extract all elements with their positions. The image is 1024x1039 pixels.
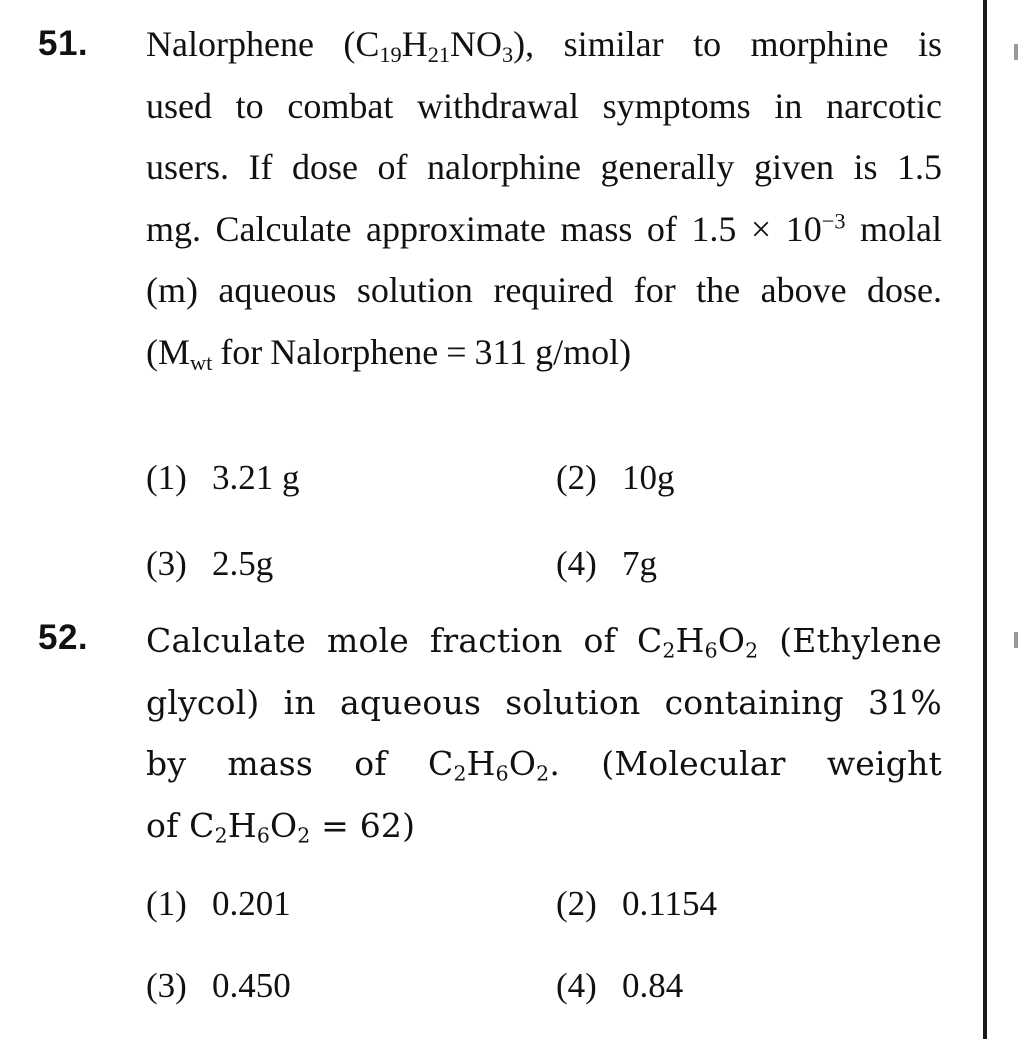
- option-number: (4): [556, 966, 597, 1005]
- option-number: (2): [556, 458, 597, 497]
- question-52-option-1[interactable]: [146, 884, 291, 924]
- option-text: 0.201: [212, 884, 291, 923]
- option-number: (1): [146, 884, 187, 923]
- question-51-option-2[interactable]: [556, 458, 675, 498]
- question-52-option-4[interactable]: [556, 966, 683, 1006]
- option-number: (2): [556, 884, 597, 923]
- question-51-option-3[interactable]: [146, 544, 273, 584]
- option-text: 2.5g: [212, 544, 274, 583]
- question-52-option-2[interactable]: [556, 884, 717, 924]
- question-52-line-2: glycol) in aqueous solution containing 31%: [146, 682, 942, 722]
- question-52-option-3[interactable]: [146, 966, 291, 1006]
- question-51-line-4: mg. Calculate approximate mass of $1.5 \times 10^{-3}$ molal: [146, 208, 942, 249]
- option-text: 10g: [622, 458, 675, 497]
- question-51-line-6: ($M_{wt}$ for Nalorphene = 311 g/mol): [146, 331, 632, 375]
- question-51-number: 51.: [38, 24, 89, 63]
- question-51-line-3: users. If dose of nalorphine generally given is 1.5: [146, 147, 942, 187]
- question-52-line-1: Calculate mole fraction of $C_2H_6O_2$ (Ethylene: [146, 621, 942, 663]
- question-51-option-1[interactable]: [146, 458, 300, 498]
- option-text: 7g: [622, 544, 657, 583]
- question-51-line-2: used to combat withdrawal symptoms in narcotic: [146, 85, 942, 126]
- option-text: 0.84: [622, 966, 684, 1005]
- question-51-line-1: Nalorphene $(C_{19}H_{21}NO_3)$, similar to morphine is: [146, 24, 942, 68]
- question-51-text: [146, 14, 942, 383]
- column-divider: [983, 0, 987, 1039]
- option-text: 0.1154: [622, 884, 717, 923]
- edge-mark: [1014, 632, 1018, 648]
- option-text: 3.21 g: [212, 458, 300, 497]
- question-52-text: [146, 610, 942, 856]
- option-number: (3): [146, 966, 187, 1005]
- question-52-number: 52.: [38, 618, 89, 657]
- option-number: (3): [146, 544, 187, 583]
- option-number: (1): [146, 458, 187, 497]
- option-text: 0.450: [212, 966, 291, 1005]
- question-51-line-5: (m) aqueous solution required for the above dose.: [146, 270, 942, 310]
- option-number: (4): [556, 544, 597, 583]
- edge-mark: [1014, 44, 1018, 60]
- question-52-line-4: of $C_2H_6O_2 = 62$): [146, 805, 416, 848]
- question-51-option-4[interactable]: [556, 544, 657, 584]
- question-52-line-3: by mass of $C_2H_6O_2$. (Molecular weight: [146, 744, 942, 786]
